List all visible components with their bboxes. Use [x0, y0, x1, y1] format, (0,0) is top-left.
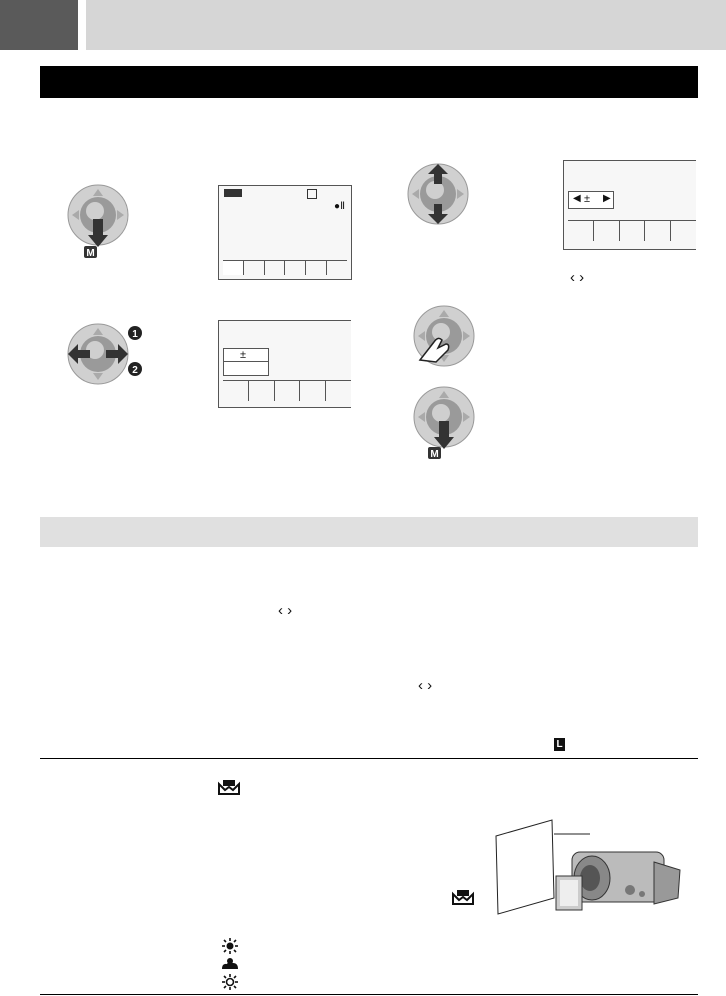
step-2-label: 2	[132, 365, 138, 376]
divider-line	[40, 758, 698, 759]
sub-section-bar	[40, 517, 698, 547]
joystick-left-right-icon	[66, 322, 151, 386]
setting-box	[223, 348, 269, 376]
mode-icon	[224, 189, 242, 197]
joystick-up-down-icon	[406, 162, 470, 226]
joystick-press-icon	[412, 304, 476, 368]
step-1-label: 1	[132, 329, 138, 340]
lcd-screen-3	[563, 160, 696, 250]
lcd-screen-1	[218, 185, 352, 280]
manual-white-balance-icon	[218, 778, 240, 796]
sun-icon	[222, 938, 238, 954]
joystick-down-m-icon	[66, 183, 136, 263]
angle-bracket-pair: ‹ ›	[278, 602, 293, 619]
section-title-bar	[40, 66, 698, 98]
record-indicator: ●Ⅱ	[334, 201, 345, 212]
setting-box: ◀ ± ▶	[568, 191, 614, 209]
manual-white-balance-icon	[452, 888, 474, 906]
angle-bracket-pair: ‹ ›	[570, 269, 585, 286]
lcd-screen-2	[218, 320, 351, 408]
header-band	[86, 0, 726, 50]
camcorder-white-paper-illustration	[494, 818, 684, 928]
joystick-down-m-icon-2	[412, 385, 482, 465]
cloud-icon	[221, 956, 239, 970]
divider-line	[40, 994, 698, 995]
m-label: M	[86, 248, 95, 259]
m-label: M	[430, 449, 439, 460]
halogen-icon	[222, 974, 238, 990]
angle-bracket-pair: ‹ ›	[418, 677, 433, 694]
header-tab-dark	[0, 0, 78, 50]
l-icon: L	[554, 738, 565, 751]
plus-minus-label: ±	[240, 349, 247, 361]
media-icon	[307, 189, 317, 199]
plus-minus-label: ±	[584, 193, 591, 205]
